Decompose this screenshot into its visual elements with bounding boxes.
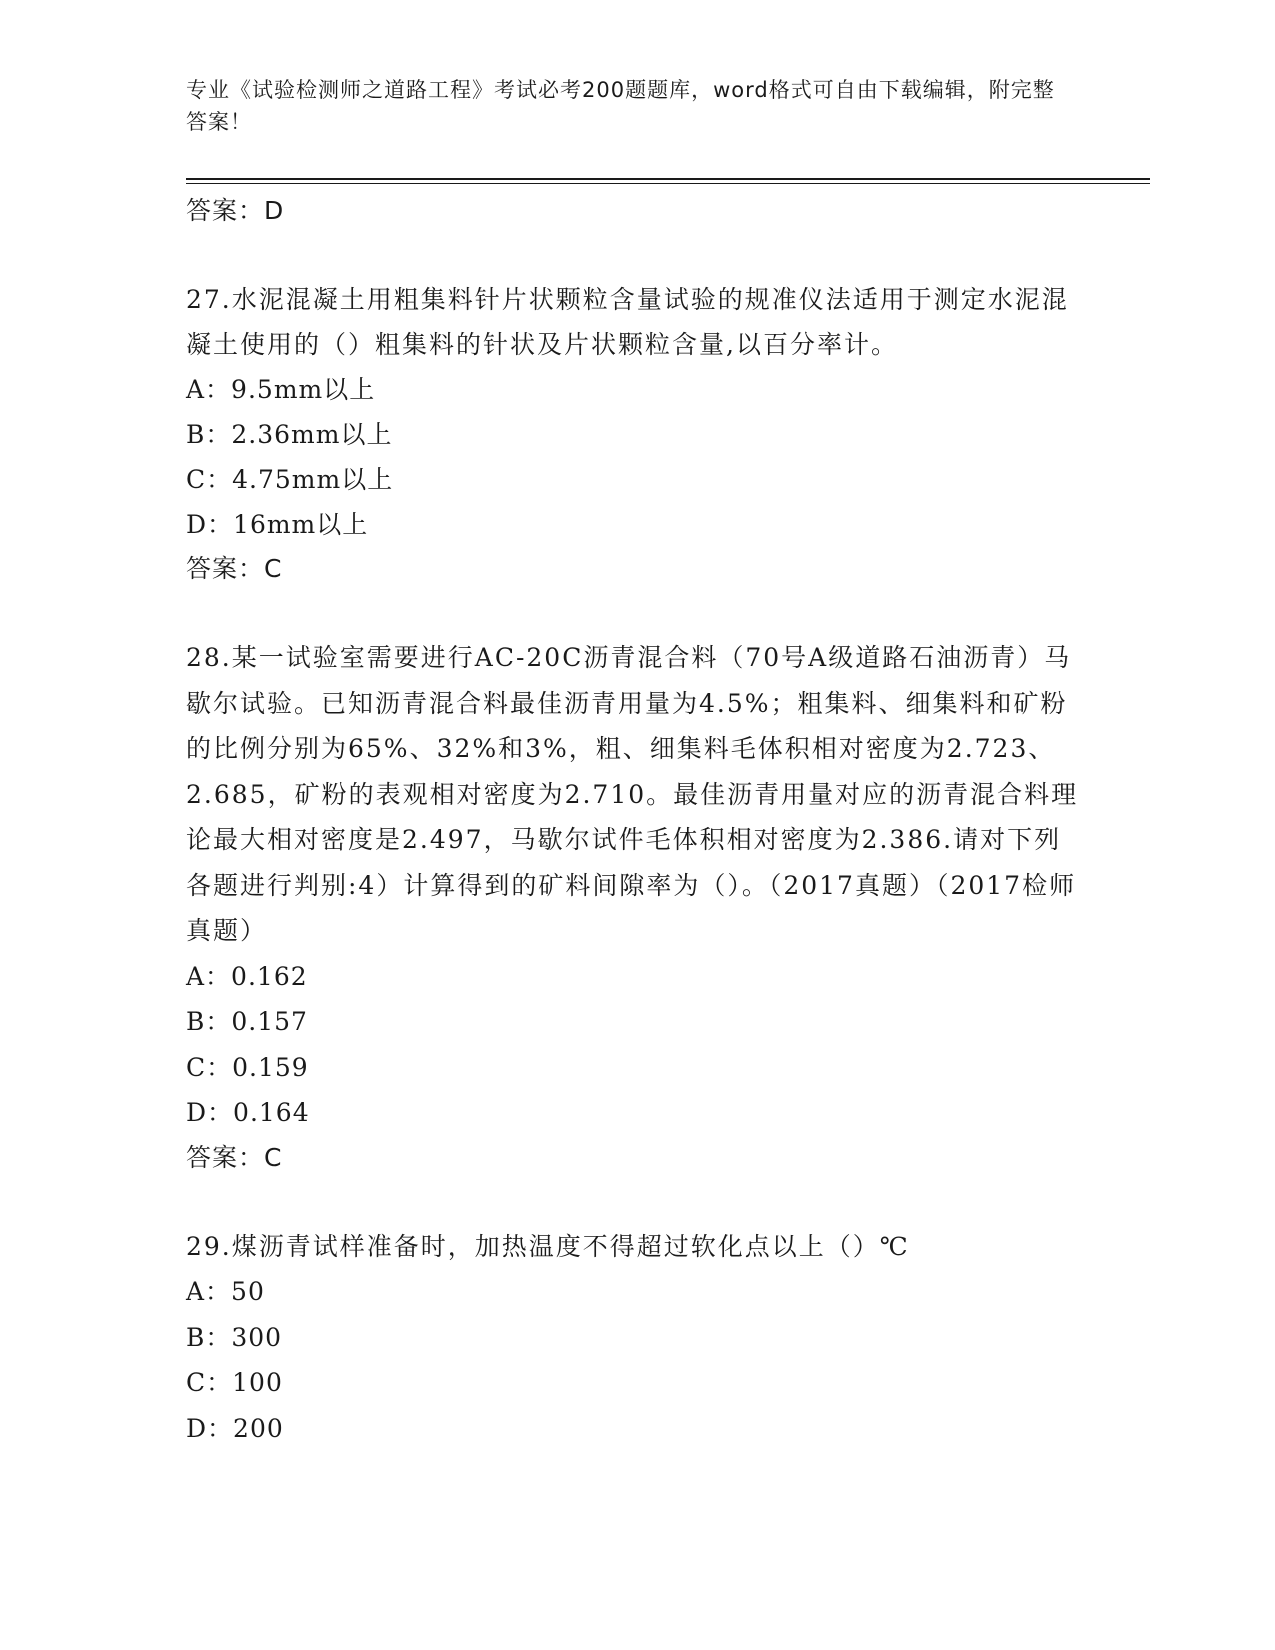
option-a: A：0.162 — [186, 961, 308, 991]
header-rule-thin — [186, 183, 1150, 184]
page-header: 专业《试验检测师之道路工程》考试必考200题题库，word格式可自由下载编辑，附完整答案！ — [186, 78, 1055, 134]
question-answer: 答案：C — [186, 554, 283, 583]
header-rule-thick — [186, 178, 1150, 180]
question-29 — [186, 1224, 1086, 1452]
option-c: C：0.159 — [186, 1052, 309, 1082]
option-b: B：2.36mm以上 — [186, 420, 393, 449]
question-stem: 27.水泥混凝土用粗集料针片状颗粒含量试验的规准仪法适用于测定水泥混凝土使用的（）粗集料的针状及片状颗粒含量,以百分率计。 — [186, 285, 1069, 359]
option-d: D：16mm以上 — [186, 510, 369, 539]
option-b: B：0.157 — [186, 1007, 308, 1036]
option-a: A：9.5mm以上 — [186, 375, 376, 404]
option-d: D：200 — [186, 1413, 284, 1443]
question-stem: 29.煤沥青试样准备时，加热温度不得超过软化点以上（）℃ — [186, 1231, 910, 1261]
question-stem: 28.某一试验室需要进行AC-20C沥青混合料（70号A级道路石油沥青）马歇尔试验。已知沥青混合料最佳沥青用量为4.5%；粗集料、细集料和矿粉的比例分别为65%、32%和3%，粗、细集料毛体积相对密度为2.723、2.685，矿粉的表观相对密度为2.710。最佳沥青用量对应的沥青混合料理论最大相对密度是2.497，马歇尔试件毛体积相对密度为2.386.请对下列各题进行判别:4）计算得到的矿料间隙率为（）。（2017真题）（2017检师真题） — [186, 643, 1079, 945]
option-c: C：100 — [186, 1368, 283, 1397]
question-27 — [186, 277, 1086, 591]
question-answer: 答案：C — [186, 1142, 283, 1172]
previous-answer: 答案：D — [186, 196, 285, 225]
option-b: B：300 — [186, 1322, 283, 1352]
option-d: D：0.164 — [186, 1098, 310, 1127]
option-a: A：50 — [186, 1277, 265, 1306]
question-28 — [186, 635, 1086, 1180]
document-body — [186, 189, 1086, 1451]
option-c: C：4.75mm以上 — [186, 465, 394, 494]
